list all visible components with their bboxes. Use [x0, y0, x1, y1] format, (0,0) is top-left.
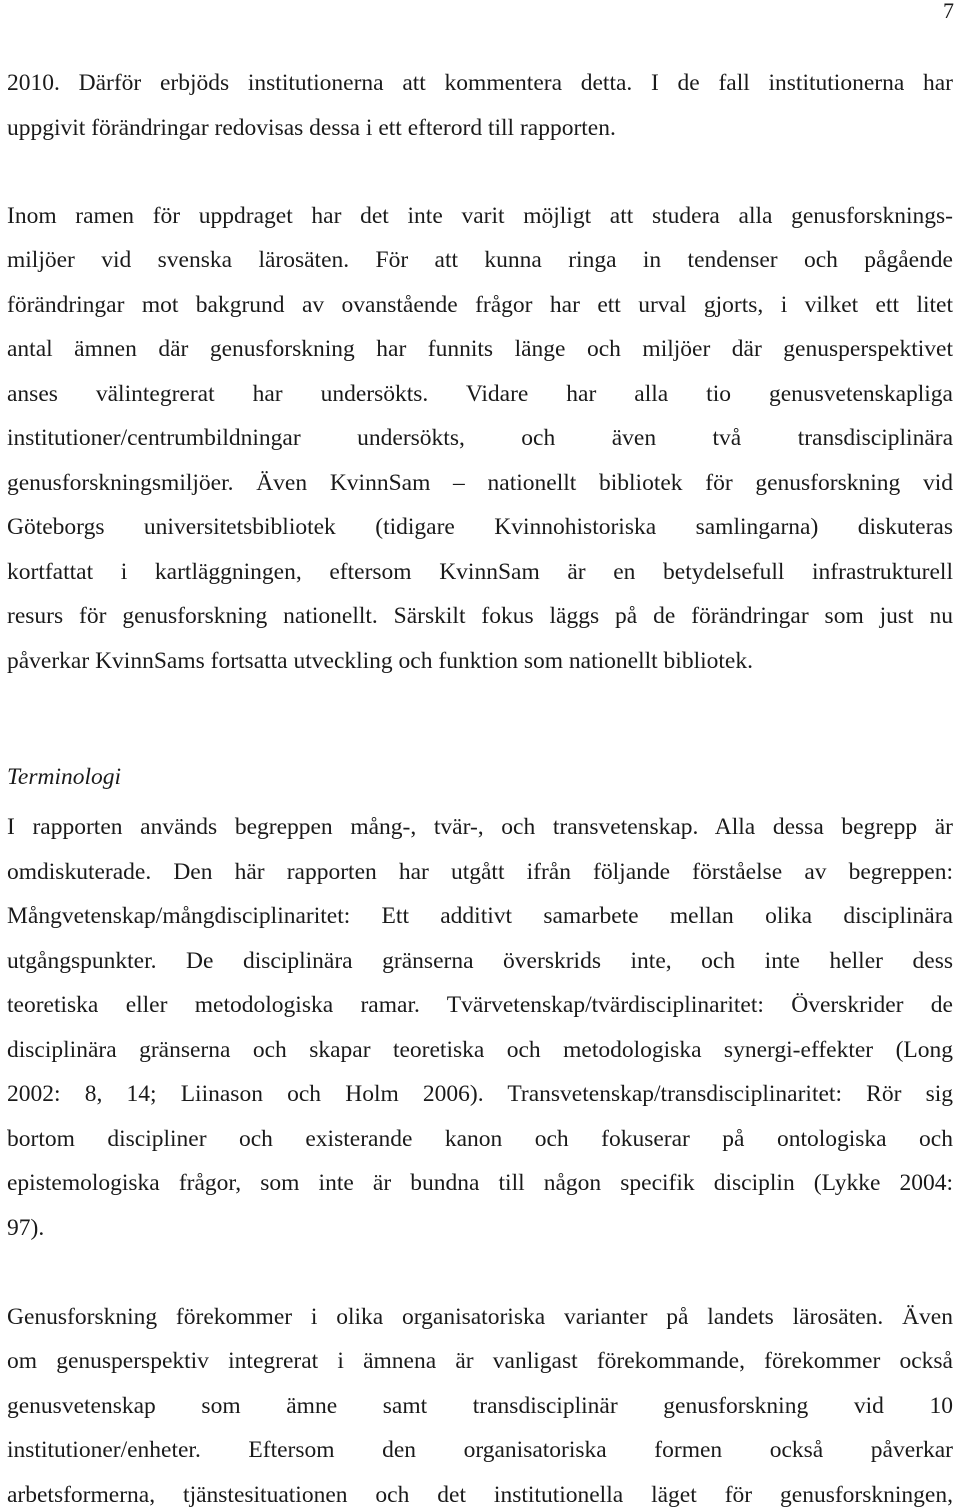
text-line: om genusperspektiv integrerat i ämnena är vanligast förekommande, förekommer också	[7, 1348, 953, 1374]
text-line: utgångspunkter. De disciplinära gränserna överskrids inte, och inte heller dess	[7, 948, 953, 974]
text-line: disciplinära gränserna och skapar teoretiska och metodologiska synergi-effekter (Long	[7, 1037, 953, 1063]
text-line: miljöer vid svenska lärosäten. För att kunna ringa in tendenser och pågående	[7, 247, 953, 273]
text-line: resurs för genusforskning nationellt. Särskilt fokus läggs på de förändringar som just nu	[7, 603, 953, 629]
text-line: omdiskuterade. Den här rapporten har utgått ifrån följande förståelse av begreppen:	[7, 859, 953, 885]
text-line: institutioner/centrumbildningar undersökts, och även två transdisciplinära	[7, 425, 953, 451]
text-line: påverkar KvinnSams fortsatta utveckling och funktion som nationellt bibliotek.	[7, 648, 753, 674]
text-line: arbetsformerna, tjänstesituationen och det institutionella läget för genusforskningen,	[7, 1482, 953, 1508]
text-line: teoretiska eller metodologiska ramar. Tvärvetenskap/tvärdisciplinaritet: Överskrider de	[7, 992, 953, 1018]
text-line: uppgivit förändringar redovisas dessa i ett efterord till rapporten.	[7, 115, 616, 141]
text-line: genusvetenskap som ämne samt transdisciplinär genusforskning vid 10	[7, 1393, 953, 1419]
text-line: institutioner/enheter. Eftersom den organisatoriska formen också påverkar	[7, 1437, 953, 1463]
text-line: 2002: 8, 14; Liinason och Holm 2006). Transvetenskap/transdisciplinaritet: Rör sig	[7, 1081, 953, 1107]
text-line: genusforskningsmiljöer. Även KvinnSam – nationellt bibliotek för genusforskning vid	[7, 470, 953, 496]
text-line: anses välintegrerat har undersökts. Vidare har alla tio genusvetenskapliga	[7, 381, 953, 407]
section-heading: Terminologi	[7, 764, 122, 790]
text-line: bortom discipliner och existerande kanon och fokuserar på ontologiska och	[7, 1126, 953, 1152]
text-line: 97).	[7, 1215, 45, 1241]
text-line: Inom ramen för uppdraget har det inte varit möjligt att studera alla genusforsknings-	[7, 203, 953, 229]
text-line: Genusforskning förekommer i olika organisatoriska varianter på landets lärosäten. Även	[7, 1304, 953, 1330]
text-line: I rapporten används begreppen mång-, tvär-, och transvetenskap. Alla dessa begrepp är	[7, 814, 953, 840]
text-line: Göteborgs universitetsbibliotek (tidigare Kvinnohistoriska samlingarna) diskuteras	[7, 514, 953, 540]
page-number: 7	[943, 0, 954, 23]
text-line: kortfattat i kartläggningen, eftersom KvinnSam är en betydelsefull infrastrukturell	[7, 559, 953, 585]
text-line: antal ämnen där genusforskning har funnits länge och miljöer där genusperspektivet	[7, 336, 953, 362]
text-line: Mångvetenskap/mångdisciplinaritet: Ett additivt samarbete mellan olika disciplinära	[7, 903, 953, 929]
text-line: epistemologiska frågor, som inte är bundna till någon specifik disciplin (Lykke 2004:	[7, 1170, 953, 1196]
text-line: förändringar mot bakgrund av ovanstående frågor har ett urval gjorts, i vilket ett litet	[7, 292, 953, 318]
text-line: 2010. Därför erbjöds institutionerna att kommentera detta. I de fall institutionerna har	[7, 70, 953, 96]
